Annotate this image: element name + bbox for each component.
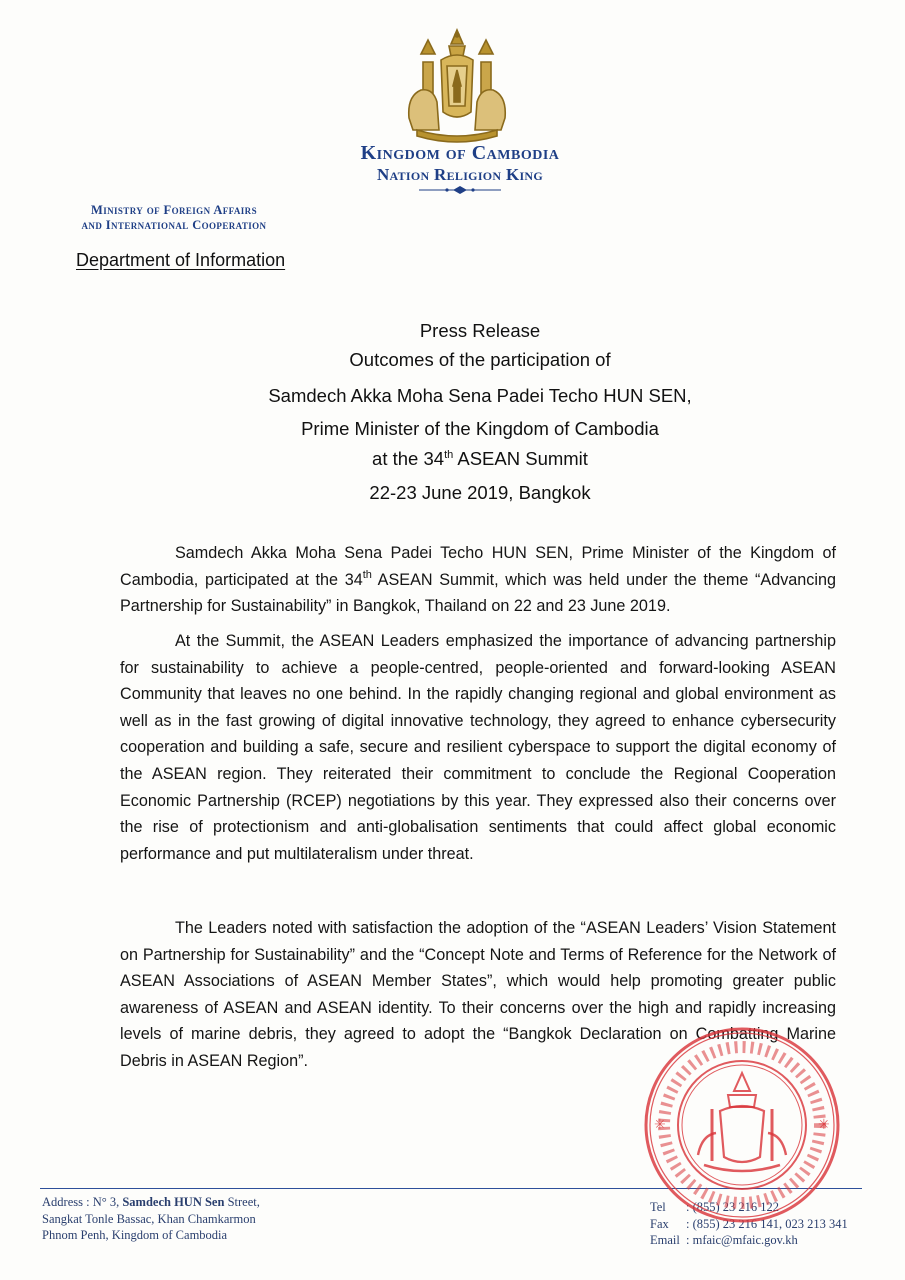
- tel-value: : (855) 23 216 122: [686, 1200, 780, 1214]
- fax-label: Fax: [650, 1216, 669, 1231]
- paragraph-1-text-a: Samdech Akka Moha Sena Padei Techo HUN SEN, Prime Minister of the Kingdom of Cambodia, participated at the 34: [120, 544, 836, 589]
- ornament-divider-icon: [419, 185, 501, 195]
- ministry-name-line1: Ministry of Foreign Affairs: [91, 203, 257, 217]
- fax-value: : (855) 23 216 141, 023 213 341: [686, 1216, 848, 1231]
- summit-label: ASEAN Summit: [453, 448, 588, 469]
- subject-line3: Prime Minister of the Kingdom of Cambodia: [301, 418, 659, 439]
- paragraph-1-ordinal: th: [362, 568, 372, 581]
- subject-line1: Outcomes of the participation of: [349, 349, 611, 370]
- department-label: Department of Information: [76, 250, 286, 270]
- kingdom-heading: Kingdom of Cambodia: [360, 142, 560, 164]
- paragraph-3: The Leaders noted with satisfaction the adoption of the “ASEAN Leaders’ Vision Statement on Partnership for Sustainability” and the “Concept Note and Terms of Reference for the Network of ASEAN Associations of ASEAN Member States”, which would help promoting greater public awareness of ASEAN and ASEAN identity. To their concerns over the high and rapidly increasing levels of marine debris, they agreed to adopt the “Bangkok Declaration on Combatting Marine Debris in ASEAN Region”.: [120, 919, 836, 1070]
- official-seal-stamp: [642, 1025, 842, 1225]
- paragraph-1: [120, 540, 836, 620]
- press-release-title: Press Release: [419, 320, 541, 341]
- tel-label: Tel: [650, 1200, 666, 1214]
- ordinal-suffix: th: [444, 449, 454, 461]
- address-suffix: Street,: [224, 1195, 260, 1209]
- footer-address: [42, 1194, 362, 1244]
- summit-number: at the 34: [372, 448, 445, 469]
- address-line3: Phnom Penh, Kingdom of Cambodia: [42, 1228, 228, 1242]
- subject-line2: Samdech Akka Moha Sena Padei Techo HUN SEN,: [268, 385, 692, 406]
- address-line2: Sangkat Tonle Bassac, Khan Chamkarmon: [42, 1211, 256, 1226]
- date-location: 22-23 June 2019, Bangkok: [369, 482, 591, 503]
- address-prefix: Address : N° 3,: [42, 1195, 123, 1209]
- ministry-name-line2: and International Cooperation: [81, 218, 267, 232]
- svg-text:✳: ✳: [654, 1116, 666, 1132]
- address-line1: [42, 1194, 362, 1211]
- email-label: Email: [650, 1233, 680, 1247]
- email-row: [650, 1232, 900, 1249]
- paragraph-1-text-b: ASEAN Summit, which was held under the theme “Advancing Partnership for Sustainability” in Bangkok, Thailand on 22 and 23 June 2019.: [120, 570, 836, 616]
- national-motto: Nation Religion King: [376, 165, 544, 184]
- street-name: Samdech HUN Sen: [122, 1195, 225, 1209]
- subject-line4: [120, 448, 840, 470]
- email-value: : mfaic@mfaic.gov.kh: [686, 1233, 798, 1247]
- paragraph-2: At the Summit, the ASEAN Leaders emphasized the importance of advancing partnership for sustainability to achieve a people-centred, people-oriented and forward-looking ASEAN Community that leaves no one behind. In the rapidly changing regional and global environment as well as in the fast growing of digital innovative technology, they agreed to enhance cybersecurity cooperation and building a safe, secure and resilient cyberspace to support the digital economy of the ASEAN region. They reiterated their commitment to conclude the Regional Cooperation Economic Partnership (RCEP) negotiations by this year. They expressed also their concerns over the rise of protectionism and anti-globalisation sentiments that could affect global economic performance and put multilateralism under threat.: [120, 632, 836, 863]
- svg-text:✳: ✳: [818, 1116, 830, 1132]
- royal-coat-of-arms-logo: [403, 26, 511, 146]
